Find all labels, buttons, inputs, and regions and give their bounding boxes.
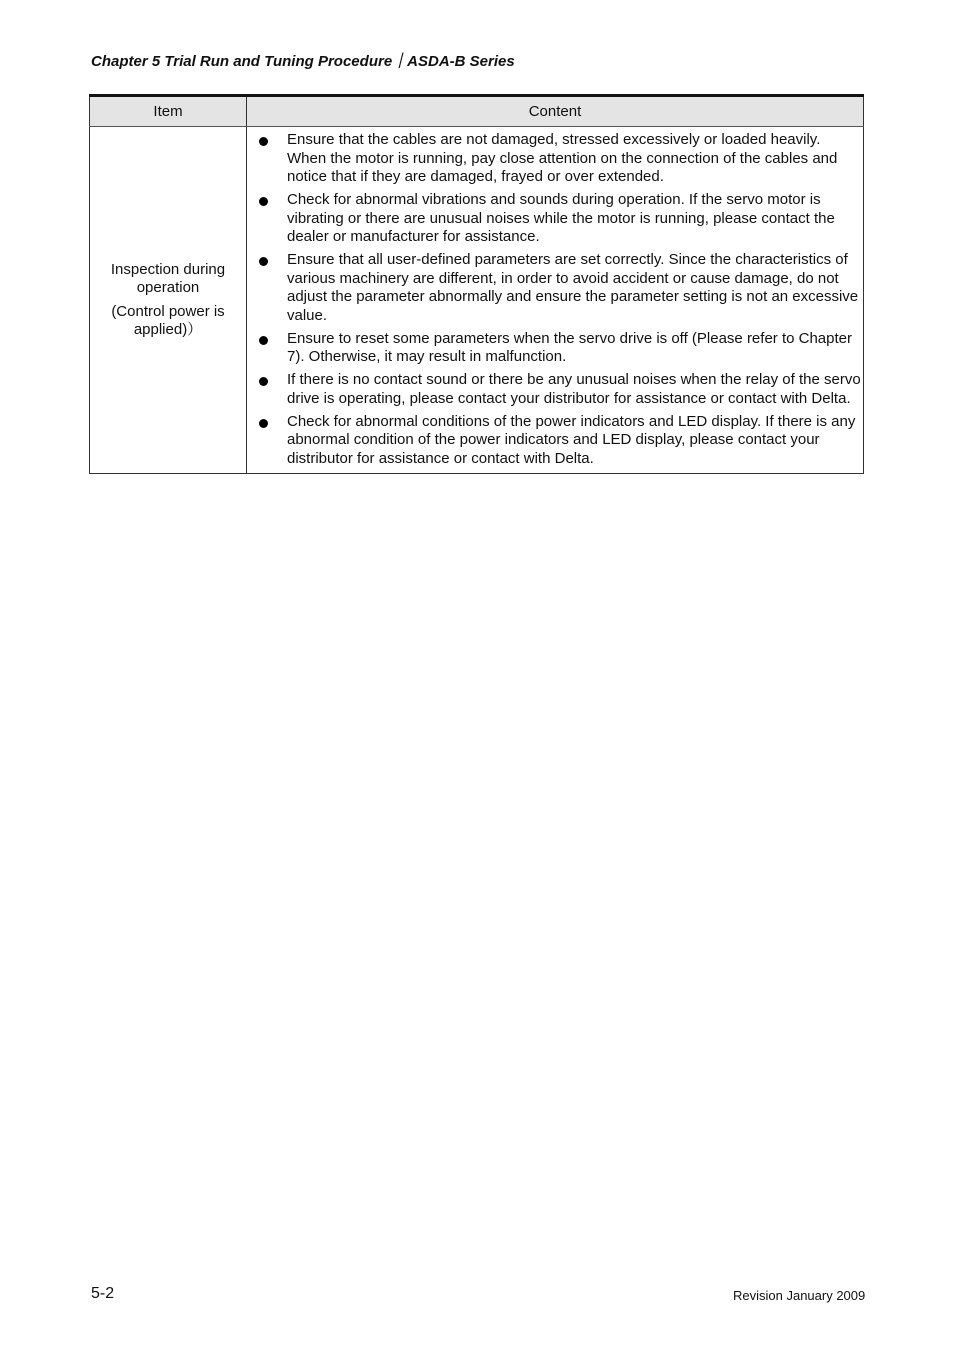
list-item — [247, 330, 863, 367]
list-item-text: Ensure that all user-defined parameters are set correctly. Since the characteristics of various machinery are different, in order to avoid accident or cause damage, do not adjust the parameter abnormally and ensure the parameter setting is not an excessive value. — [287, 251, 859, 324]
list-item-text: Ensure that the cables are not damaged, stressed excessively or loaded heavily. When the motor is running, pay close attention on the connection of the cables and notice that if they are damaged, frayed or over extended. — [287, 131, 838, 185]
item-cell — [90, 127, 247, 474]
bullet-dot-icon — [259, 137, 268, 146]
table-header-row — [90, 96, 864, 127]
list-item-text: Ensure to reset some parameters when the servo drive is off (Please refer to Chapter 7). Otherwise, it may result in malfunction. — [287, 329, 852, 365]
page-header: Chapter 5 Trial Run and Tuning Procedure｜ASDA-B Series — [91, 53, 515, 70]
list-item — [247, 413, 863, 469]
content-bullet-list — [247, 131, 863, 468]
inspection-table — [89, 94, 864, 474]
bullet-dot-icon — [259, 197, 268, 206]
table-row — [90, 127, 864, 474]
list-item-text: Check for abnormal conditions of the power indicators and LED display. If there is any abnormal condition of the power indicators and LED display, please contact your distributor for assistance or contact with Delta. — [287, 412, 856, 467]
item-label: Inspection during operation — [110, 261, 226, 296]
column-header-content: Content — [247, 96, 864, 127]
bullet-dot-icon — [259, 419, 268, 428]
revision-date: Revision January 2009 — [733, 1288, 866, 1303]
list-item-text: Check for abnormal vibrations and sounds during operation. If the servo motor is vibrating or there are unusual noises while the motor is running, please contact the dealer or manufacturer for assistance. — [287, 191, 835, 245]
content-cell — [247, 127, 864, 474]
bullet-dot-icon — [259, 377, 268, 386]
list-item — [247, 131, 863, 187]
bullet-dot-icon — [259, 336, 268, 345]
list-item — [247, 371, 863, 408]
column-header-item: Item — [90, 96, 247, 127]
item-sublabel: (Control power is applied)） — [111, 303, 225, 338]
bullet-dot-icon — [259, 257, 268, 266]
list-item — [247, 191, 863, 247]
page-number: 5-2 — [91, 1285, 115, 1302]
list-item-text: If there is no contact sound or there be any unusual noises when the relay of the servo drive is operating, please contact your distributor for assistance or contact with Delta. — [287, 371, 861, 407]
list-item — [247, 251, 863, 325]
